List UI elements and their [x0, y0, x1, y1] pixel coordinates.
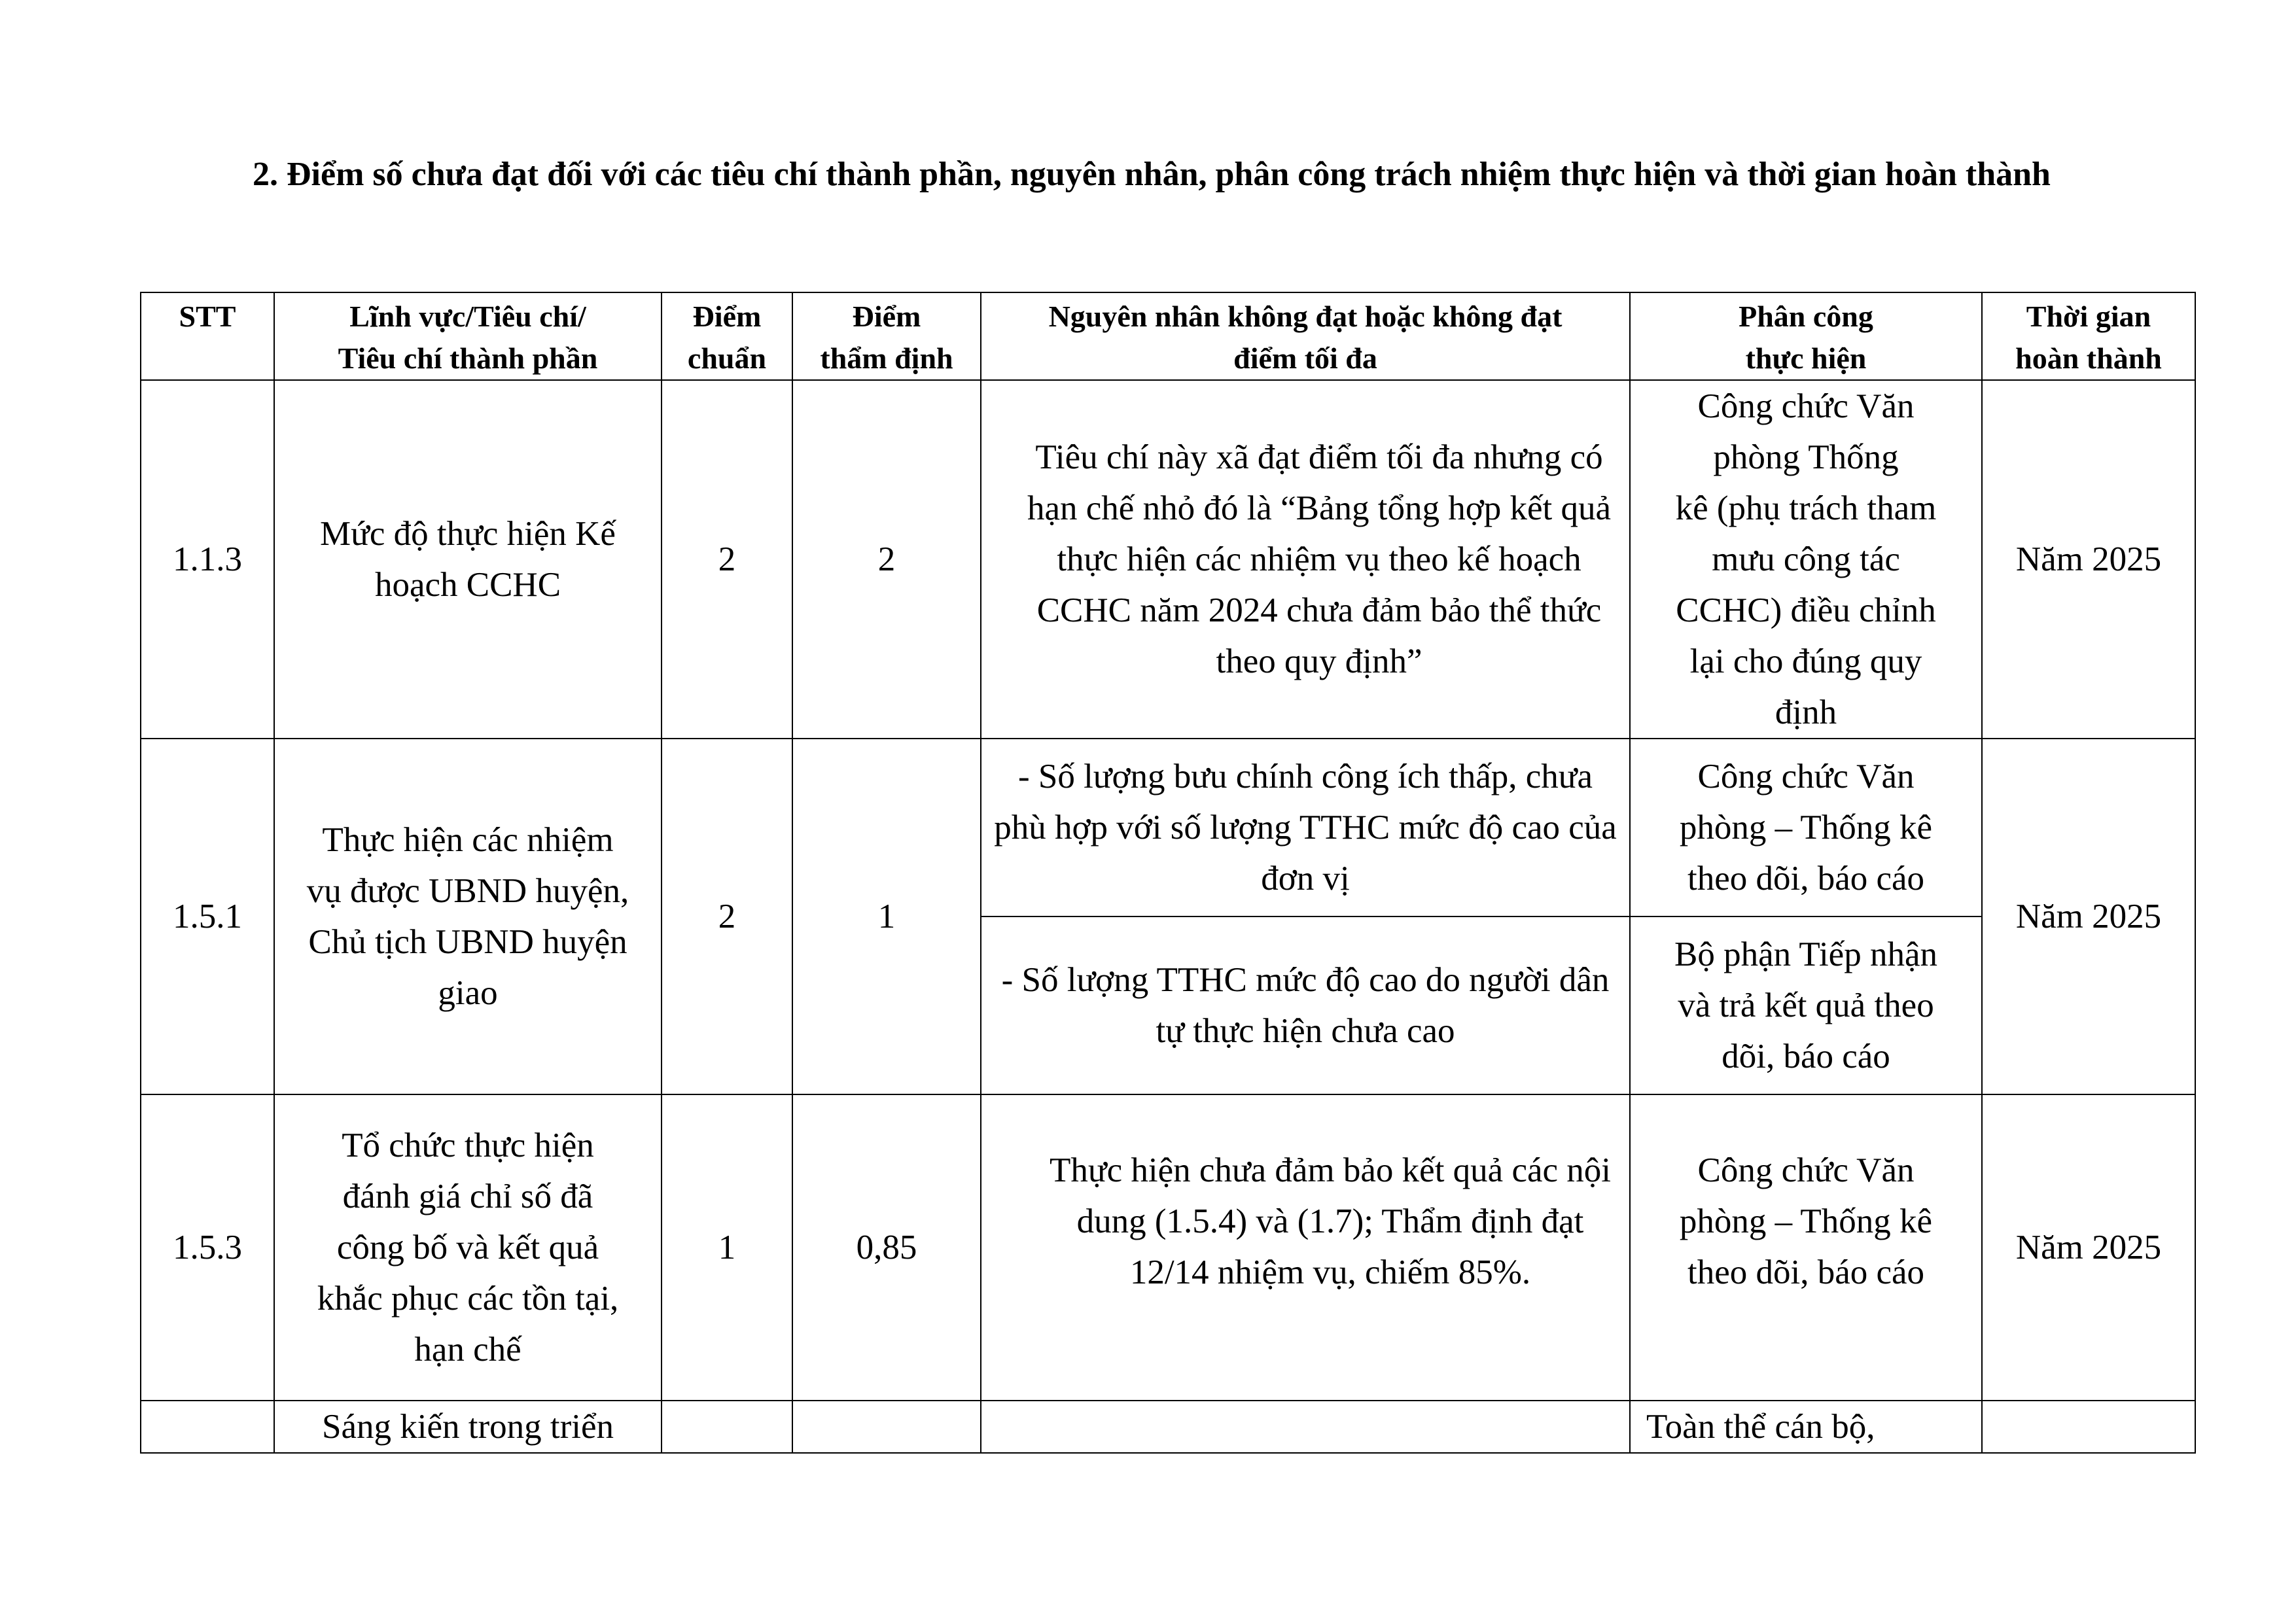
cell-stt: [141, 1401, 274, 1453]
cell-assignment: Bộ phận Tiếp nhận và trả kết quả theo dõi, báo cáo: [1630, 916, 1982, 1094]
cell-reason: [981, 1401, 1630, 1453]
header-deadline: Thời gian hoàn thành: [1982, 292, 2195, 380]
cell-deadline: Năm 2025: [1982, 739, 2195, 1094]
cell-stt: 1.1.3: [141, 380, 274, 739]
cell-deadline: Năm 2025: [1982, 1094, 2195, 1401]
cell-criteria: Thực hiện các nhiệm vụ được UBND huyện, Chủ tịch UBND huyện giao: [274, 739, 662, 1094]
cell-standard-score: [662, 1401, 792, 1453]
cell-criteria: Tổ chức thực hiện đánh giá chỉ số đã công bố và kết quả khắc phục các tồn tại, hạn chế: [274, 1094, 662, 1401]
table-header-row: [141, 292, 2195, 380]
cell-assignment: Toàn thể cán bộ,: [1630, 1401, 1982, 1453]
header-criteria: Lĩnh vực/Tiêu chí/ Tiêu chí thành phần: [274, 292, 662, 380]
cell-reason: Tiêu chí này xã đạt điểm tối đa nhưng có hạn chế nhỏ đó là “Bảng tổng hợp kết quả thực hiện các nhiệm vụ theo kế hoạch CCHC năm 2024 chưa đảm bảo thể thức theo quy định”: [981, 380, 1630, 739]
cell-appraised-score: 0,85: [792, 1094, 981, 1401]
cell-stt: 1.5.1: [141, 739, 274, 1094]
header-standard-score: Điểm chuẩn: [662, 292, 792, 380]
cell-standard-score: 1: [662, 1094, 792, 1401]
table-row: [141, 380, 2195, 739]
header-assignment: Phân công thực hiện: [1630, 292, 1982, 380]
cell-reason: - Số lượng TTHC mức độ cao do người dân tự thực hiện chưa cao: [981, 916, 1630, 1094]
cell-standard-score: 2: [662, 380, 792, 739]
table-row: [141, 739, 2195, 916]
cell-criteria: Mức độ thực hiện Kế hoạch CCHC: [274, 380, 662, 739]
header-stt: STT: [141, 292, 274, 380]
section-heading: 2. Điểm số chưa đạt đối với các tiêu chí thành phần, nguyên nhân, phân công trách nhiệm thực hiện và thời gian hoàn thành: [253, 156, 2051, 193]
cell-assignment: Công chức Văn phòng Thống kê (phụ trách tham mưu công tác CCHC) điều chỉnh lại cho đúng quy định: [1630, 380, 1982, 739]
header-appraised-score: Điểm thẩm định: [792, 292, 981, 380]
cell-assignment: Công chức Văn phòng – Thống kê theo dõi, báo cáo: [1630, 1094, 1982, 1401]
table-row: [141, 1094, 2195, 1401]
cell-appraised-score: 2: [792, 380, 981, 739]
cell-deadline: Năm 2025: [1982, 380, 2195, 739]
cell-criteria: Sáng kiến trong triển: [274, 1401, 662, 1453]
cell-appraised-score: [792, 1401, 981, 1453]
cell-appraised-score: 1: [792, 739, 981, 1094]
cell-reason: - Số lượng bưu chính công ích thấp, chưa phù hợp với số lượng TTHC mức độ cao của đơn vị: [981, 739, 1630, 916]
cell-reason: Thực hiện chưa đảm bảo kết quả các nội dung (1.5.4) và (1.7); Thẩm định đạt 12/14 nhiệm vụ, chiếm 85%.: [981, 1094, 1630, 1401]
criteria-table: [140, 292, 2196, 1454]
cell-deadline: [1982, 1401, 2195, 1453]
table-row: [141, 1401, 2195, 1453]
cell-stt: 1.5.3: [141, 1094, 274, 1401]
cell-assignment: Công chức Văn phòng – Thống kê theo dõi, báo cáo: [1630, 739, 1982, 916]
cell-standard-score: 2: [662, 739, 792, 1094]
header-reason: Nguyên nhân không đạt hoặc không đạt điểm tối đa: [981, 292, 1630, 380]
